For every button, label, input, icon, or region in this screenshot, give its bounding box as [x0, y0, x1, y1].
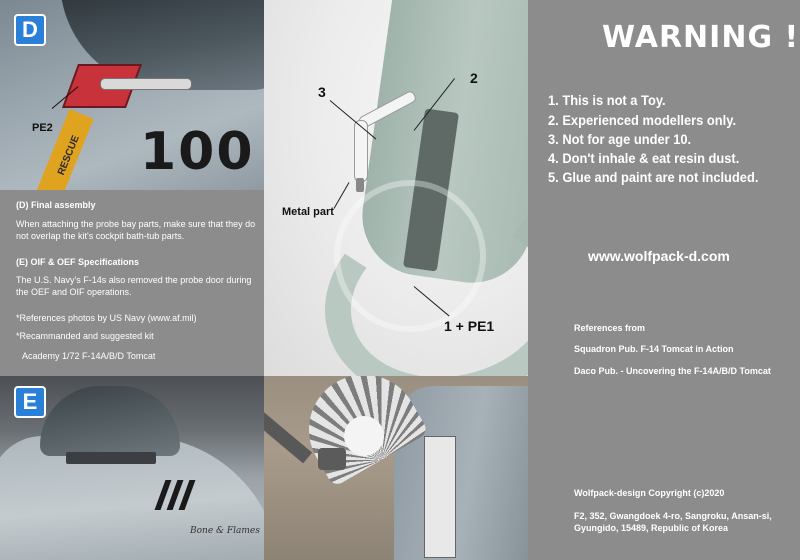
photo-aerial-refuel: [264, 376, 528, 560]
fuselage-stripes: [160, 480, 196, 515]
nose-art: Bone & Flames: [190, 526, 260, 536]
warning-item: 1. This is not a Toy.: [548, 92, 666, 108]
callout-metal-line: [334, 182, 350, 208]
refuel-hose: [264, 408, 312, 464]
photo-us-navy-f14: [0, 376, 264, 560]
tail-number: 100: [140, 122, 255, 182]
probe-bay-open: [424, 436, 456, 558]
pe2-callout: PE2: [32, 122, 53, 134]
callout-2: 2: [470, 70, 478, 86]
references-heading: References from: [574, 323, 646, 333]
metal-tip: [356, 178, 364, 192]
callout-metal-part: Metal part: [282, 206, 334, 218]
badge-d: D: [14, 14, 46, 46]
warning-item: 4. Don't inhale & eat resin dust.: [548, 150, 740, 166]
website-link[interactable]: www.wolfpack-d.com: [588, 248, 730, 264]
warning-column: [528, 0, 800, 560]
refuel-probe: [100, 78, 192, 90]
warning-item: 5. Glue and paint are not included.: [548, 169, 759, 185]
badge-e: E: [14, 386, 46, 418]
heading-oif-oef: (E) OIF & OEF Specifications: [16, 257, 140, 267]
reference-item: Squadron Pub. F-14 Tomcat in Action: [574, 344, 734, 354]
kit-name: Academy 1/72 F-14A/B/D Tomcat: [22, 351, 156, 361]
drogue-head: [344, 416, 384, 456]
copyright: Wolfpack-design Copyright (c)2020: [574, 488, 725, 498]
warning-item: 2. Experienced modellers only.: [548, 112, 737, 128]
rescue-text: RESCUE: [55, 134, 82, 177]
photo-final-assembly: [0, 0, 264, 190]
warning-item: 3. Not for age under 10.: [548, 131, 692, 147]
open-probe-bay: [66, 452, 156, 464]
references-note: *References photos by US Navy (www.af.mil): [16, 313, 197, 323]
address: F2, 352, Gwangdoek 4-ro, Sangroku, Ansan-si, Gyungido, 15489, Republic of Korea: [574, 511, 772, 533]
wolfpack-watermark-icon: [334, 180, 486, 332]
instructions-text: [0, 190, 264, 376]
callout-1-pe1: 1 + PE1: [444, 318, 495, 334]
warning-title: WARNING !: [602, 20, 800, 55]
f14-cockpit: [40, 386, 180, 456]
photo-probe-bay: [264, 0, 528, 376]
reference-item: Daco Pub. - Uncovering the F-14A/B/D Tomcat: [574, 366, 771, 376]
final-assembly-body: When attaching the probe bay parts, make sure that they do not overlap the kit's cockpit bath-tub parts.: [16, 219, 256, 241]
callout-3: 3: [318, 84, 326, 100]
oif-oef-body: The U.S. Navy's F-14s also removed the probe door during the OEF and OIF operations.: [16, 275, 252, 297]
recommended-note: *Recammanded and suggested kit: [16, 331, 154, 341]
probe-head: [318, 448, 346, 470]
heading-final-assembly: (D) Final assembly: [16, 200, 96, 210]
